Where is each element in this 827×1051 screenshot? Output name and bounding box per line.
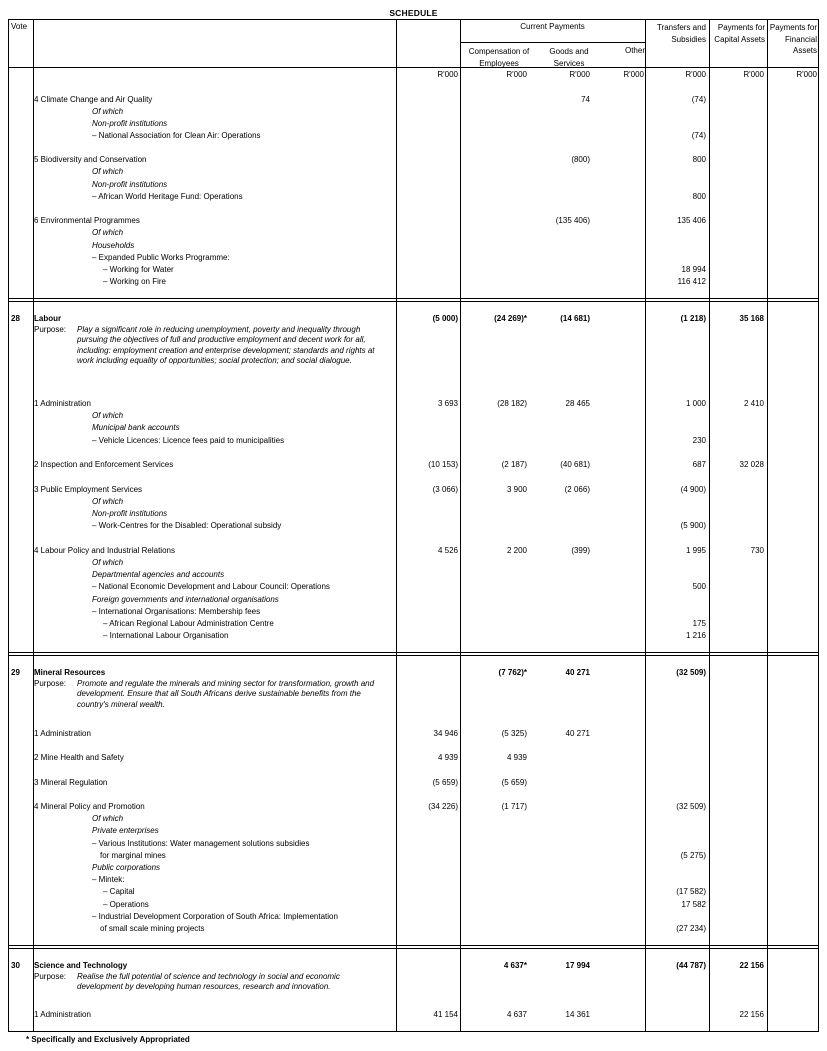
cell-comp: 4 939 [506, 753, 527, 762]
cell-total: (5 000) [432, 314, 458, 323]
row-label: – Expanded Public Works Programme: [92, 253, 230, 262]
row-label: – National Association for Clean Air: Operations [92, 131, 261, 140]
row-label: – Industrial Development Corporation of South Africa: Implementation [92, 912, 338, 921]
cell-transfers: (17 582) [676, 887, 706, 896]
cell-transfers: (32 509) [676, 668, 706, 677]
cell-total: 4 526 [437, 546, 458, 555]
row-label: Non-profit institutions [92, 509, 168, 518]
cell-capital: 32 028 [739, 460, 764, 469]
cell-capital: 730 [750, 546, 764, 555]
cell-total: 34 946 [433, 729, 458, 738]
unit-label: R'000 [506, 70, 527, 79]
cell-total: (10 153) [428, 460, 458, 469]
row-label: 4 Mineral Policy and Promotion [34, 802, 145, 811]
row-label: – International Organisations: Membership fees [92, 607, 261, 616]
header-financial: Payments for Financial Assets [769, 23, 817, 55]
vote-separator [8, 945, 819, 946]
vote-separator [8, 948, 819, 949]
cell-goods: (40 681) [560, 460, 590, 469]
header-goods: Goods and Services [549, 47, 589, 68]
column-divider [645, 19, 646, 1032]
row-label: – Work-Centres for the Disabled: Operational subsidy [92, 521, 282, 530]
cell-transfers: (44 787) [676, 961, 706, 970]
cell-goods: 40 271 [565, 729, 590, 738]
vote-title: Mineral Resources [34, 668, 106, 677]
vote-separator [8, 301, 819, 302]
row-label: – National Economic Development and Labour Council: Operations [92, 582, 330, 591]
row-label: 1 Administration [34, 1010, 91, 1019]
cell-goods: (800) [571, 155, 590, 164]
cell-comp: (28 182) [497, 399, 527, 408]
row-label: Foreign governments and international organisations [92, 595, 279, 604]
cell-total: (3 066) [432, 485, 458, 494]
cell-goods: (2 066) [564, 485, 590, 494]
cell-goods: (399) [571, 546, 590, 555]
header-compensation: Compensation of Employees [468, 47, 530, 68]
row-label: 1 Administration [34, 729, 91, 738]
cell-transfers: 116 412 [677, 277, 706, 286]
cell-transfers: 17 582 [681, 900, 706, 909]
row-label: 1 Administration [34, 399, 91, 408]
row-label: – Various Institutions: Water management solutions subsidies [92, 839, 310, 848]
row-label: – Operations [103, 900, 149, 909]
unit-label: R'000 [569, 70, 590, 79]
vote-separator [8, 652, 819, 653]
cell-goods: 17 994 [565, 961, 590, 970]
purpose-text: Promote and regulate the minerals and mining sector for transformation, growth and development. Ensure that all South Africans derive sustainable benefits from the country's mineral wealth. [77, 679, 375, 709]
vote-separator [8, 298, 819, 299]
cell-capital: 22 156 [739, 961, 764, 970]
row-label: – African Regional Labour Administration Centre [103, 619, 274, 628]
header-bottom-rule [8, 67, 819, 68]
row-label: 5 Biodiversity and Conservation [34, 155, 147, 164]
cell-comp: 3 900 [506, 485, 527, 494]
unit-label: R'000 [437, 70, 458, 79]
vote-title: Labour [34, 314, 62, 323]
header-current-payments: Current Payments [520, 22, 585, 31]
header-subrule [460, 42, 645, 43]
purpose-label: Purpose: [34, 679, 67, 688]
row-label: 4 Climate Change and Air Quality [34, 95, 153, 104]
cell-goods: 28 465 [565, 399, 590, 408]
row-label: Non-profit institutions [92, 119, 168, 128]
row-label: – Working for Water [103, 265, 174, 274]
cell-transfers: (5 275) [680, 851, 706, 860]
row-label: Departmental agencies and accounts [92, 570, 225, 579]
cell-transfers: 800 [692, 155, 706, 164]
cell-transfers: 175 [692, 619, 706, 628]
row-label: Municipal bank accounts [92, 423, 180, 432]
row-label: 4 Labour Policy and Industrial Relations [34, 546, 175, 555]
purpose-text: Realise the full potential of science and technology in social and economic development by developing human resources, research and innovation. [77, 972, 340, 992]
row-label: Of which [92, 814, 124, 823]
purpose-text: Play a significant role in reducing unemployment, poverty and inequality through pursuing the objectives of full and productive employment and decent work for all, including: employment creation and enterprise development; standards and rights at work including equality of opportunities; social protection; and social dialogue. [77, 325, 375, 366]
purpose-label: Purpose: [34, 972, 67, 981]
cell-transfers: (32 509) [676, 802, 706, 811]
row-label: for marginal mines [100, 851, 166, 860]
cell-capital: 2 410 [743, 399, 764, 408]
cell-goods: (14 681) [560, 314, 590, 323]
cell-comp: 4 637 [506, 1010, 527, 1019]
vote-number: 29 [11, 668, 20, 677]
column-divider [396, 19, 397, 1032]
cell-transfers: (5 900) [680, 521, 706, 530]
cell-transfers: (4 900) [680, 485, 706, 494]
row-label: 6 Environmental Programmes [34, 216, 140, 225]
column-divider [33, 19, 34, 1032]
row-label: – African World Heritage Fund: Operations [92, 192, 243, 201]
cell-transfers: (27 234) [676, 924, 706, 933]
row-label: 2 Inspection and Enforcement Services [34, 460, 174, 469]
header-transfers: Transfers and Subsidies [656, 23, 706, 44]
row-label: Public corporations [92, 863, 161, 872]
row-label: – International Labour Organisation [103, 631, 229, 640]
footnote: * Specifically and Exclusively Appropriated [26, 1035, 190, 1044]
cell-goods: 74 [581, 95, 590, 104]
cell-transfers: 135 406 [677, 216, 706, 225]
vote-title: Science and Technology [34, 961, 128, 970]
page-title: SCHEDULE [389, 8, 438, 18]
cell-comp: 2 200 [506, 546, 527, 555]
row-label: Of which [92, 558, 124, 567]
cell-transfers: (74) [691, 131, 706, 140]
column-divider [709, 19, 710, 1032]
cell-total: 3 693 [437, 399, 458, 408]
row-label: of small scale mining projects [100, 924, 205, 933]
cell-comp: (5 659) [501, 778, 527, 787]
cell-comp: 4 637* [503, 961, 527, 970]
purpose-label: Purpose: [34, 325, 67, 334]
row-label: Of which [92, 411, 124, 420]
cell-transfers: 230 [692, 436, 706, 445]
row-label: Of which [92, 497, 124, 506]
cell-comp: (24 269)* [494, 314, 527, 323]
cell-total: (34 226) [428, 802, 458, 811]
column-divider [460, 19, 461, 1032]
cell-total: 4 939 [437, 753, 458, 762]
cell-capital: 35 168 [739, 314, 764, 323]
cell-goods: 14 361 [565, 1010, 590, 1019]
cell-transfers: 687 [692, 460, 706, 469]
cell-comp: (7 762)* [498, 668, 527, 677]
column-divider [767, 19, 768, 1032]
row-label: Of which [92, 107, 124, 116]
row-label: Non-profit institutions [92, 180, 168, 189]
unit-label: R'000 [685, 70, 706, 79]
cell-transfers: (1 218) [680, 314, 706, 323]
cell-transfers: 800 [692, 192, 706, 201]
cell-transfers: 18 994 [681, 265, 706, 274]
header-other: Other [624, 46, 645, 55]
header-capital: Payments for Capital Assets [714, 23, 765, 44]
row-label: 2 Mine Health and Safety [34, 753, 124, 762]
cell-comp: (5 325) [501, 729, 527, 738]
cell-total: (5 659) [432, 778, 458, 787]
header-vote: Vote [11, 22, 28, 31]
unit-label: R'000 [743, 70, 764, 79]
vote-number: 28 [11, 314, 20, 323]
row-label: 3 Mineral Regulation [34, 778, 108, 787]
row-label: – Vehicle Licences: Licence fees paid to municipalities [92, 436, 285, 445]
row-label: Of which [92, 228, 124, 237]
row-label: Households [92, 241, 135, 250]
cell-comp: (2 187) [501, 460, 527, 469]
row-label: Private enterprises [92, 826, 159, 835]
unit-label: R'000 [796, 70, 817, 79]
row-label: – Mintek: [92, 875, 125, 884]
unit-label: R'000 [623, 70, 644, 79]
cell-transfers: 1 216 [685, 631, 706, 640]
row-label: – Capital [103, 887, 135, 896]
cell-goods: (135 406) [555, 216, 590, 225]
cell-transfers: (74) [691, 95, 706, 104]
row-label: Of which [92, 167, 124, 176]
row-label: – Working on Fire [103, 277, 166, 286]
cell-comp: (1 717) [501, 802, 527, 811]
cell-transfers: 1 995 [685, 546, 706, 555]
vote-separator [8, 655, 819, 656]
cell-transfers: 1 000 [685, 399, 706, 408]
cell-total: 41 154 [433, 1010, 458, 1019]
vote-number: 30 [11, 961, 20, 970]
row-label: 3 Public Employment Services [34, 485, 143, 494]
cell-transfers: 500 [692, 582, 706, 591]
cell-goods: 40 271 [565, 668, 590, 677]
cell-capital: 22 156 [739, 1010, 764, 1019]
